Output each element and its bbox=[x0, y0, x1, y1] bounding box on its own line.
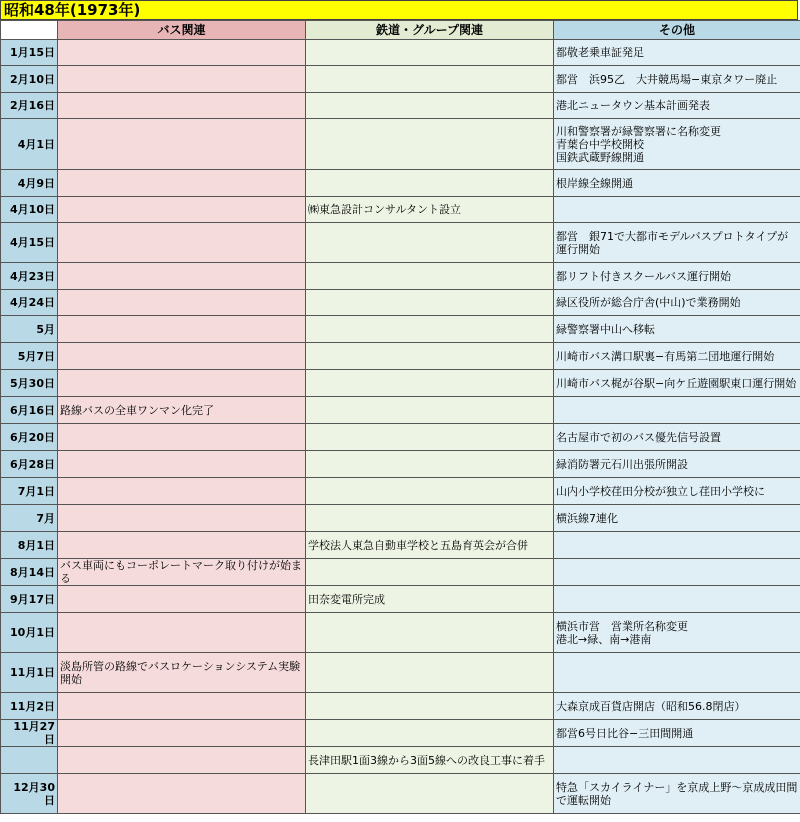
rail-cell bbox=[306, 397, 554, 424]
other-cell bbox=[554, 170, 800, 197]
event-text: 緑警察署中山へ移転 bbox=[556, 322, 655, 336]
rail-cell bbox=[306, 424, 554, 451]
date-cell: 7月 bbox=[1, 505, 58, 532]
date-cell: 8月14日 bbox=[1, 559, 58, 586]
date-cell: 6月16日 bbox=[1, 397, 58, 424]
date-cell: 11月27日 bbox=[1, 720, 58, 747]
table-row bbox=[1, 532, 800, 559]
rail-cell bbox=[306, 66, 554, 93]
other-cell bbox=[554, 505, 800, 532]
table-row bbox=[1, 424, 800, 451]
rail-cell bbox=[306, 40, 554, 66]
event-text: 田奈変電所完成 bbox=[308, 592, 385, 606]
other-cell bbox=[554, 370, 800, 397]
date-cell: 6月28日 bbox=[1, 451, 58, 478]
event-text: ㈱東急設計コンサルタント設立 bbox=[308, 203, 462, 216]
table-row bbox=[1, 290, 800, 316]
event-text: 淡島所管の路線でバスロケーションシステム実験開始 bbox=[60, 659, 301, 686]
event-text: 学校法人東急自動車学校と五島育英会が合併 bbox=[308, 538, 528, 552]
date-cell: 4月24日 bbox=[1, 290, 58, 316]
date-cell: 4月10日 bbox=[1, 197, 58, 223]
table-row bbox=[1, 223, 800, 263]
header-row bbox=[1, 21, 800, 40]
date-cell: 4月1日 bbox=[1, 119, 58, 170]
other-cell bbox=[554, 559, 800, 586]
rail-cell bbox=[306, 223, 554, 263]
bus-cell bbox=[58, 93, 306, 119]
other-cell bbox=[554, 613, 800, 653]
event-text: 横浜線7連化 bbox=[556, 511, 618, 525]
event-text: 緑区役所が総合庁舎(中山)で業務開始 bbox=[556, 296, 741, 309]
rail-cell bbox=[306, 505, 554, 532]
bus-cell bbox=[58, 397, 306, 424]
rail-cell bbox=[306, 693, 554, 720]
table-row bbox=[1, 774, 800, 814]
bus-cell bbox=[58, 505, 306, 532]
other-cell bbox=[554, 693, 800, 720]
event-text: 名古屋市で初のバス優先信号設置 bbox=[556, 430, 721, 444]
date-cell: 4月15日 bbox=[1, 223, 58, 263]
table-row bbox=[1, 559, 800, 586]
bus-cell bbox=[58, 424, 306, 451]
date-cell: 11月1日 bbox=[1, 653, 58, 693]
bus-cell bbox=[58, 451, 306, 478]
bus-cell bbox=[58, 774, 306, 814]
bus-cell bbox=[58, 66, 306, 93]
rail-cell bbox=[306, 653, 554, 693]
table-row bbox=[1, 478, 800, 505]
rail-cell bbox=[306, 370, 554, 397]
bus-cell bbox=[58, 263, 306, 290]
bus-cell bbox=[58, 223, 306, 263]
other-cell bbox=[554, 223, 800, 263]
bus-cell bbox=[58, 197, 306, 223]
date-cell: 10月1日 bbox=[1, 613, 58, 653]
table-row bbox=[1, 586, 800, 613]
bus-cell bbox=[58, 613, 306, 653]
rail-cell bbox=[306, 93, 554, 119]
event-text: 緑消防署元石川出張所開設 bbox=[556, 457, 688, 471]
event-text: 川崎市バス梶が谷駅−向ケ丘遊園駅東口運行開始 bbox=[556, 376, 797, 390]
table-row bbox=[1, 197, 800, 223]
rail-cell bbox=[306, 613, 554, 653]
event-text: 青葉台中学校開校 bbox=[556, 137, 644, 151]
rail-cell bbox=[306, 343, 554, 370]
table-row bbox=[1, 370, 800, 397]
event-text: 都営6号日比谷−三田間開通 bbox=[556, 726, 694, 740]
other-cell bbox=[554, 397, 800, 424]
date-cell: 4月23日 bbox=[1, 263, 58, 290]
table-row bbox=[1, 505, 800, 532]
table-row bbox=[1, 66, 800, 93]
event-text: 根岸線全線開通 bbox=[556, 176, 633, 190]
bus-cell bbox=[58, 559, 306, 586]
date-cell: 6月20日 bbox=[1, 424, 58, 451]
table-row bbox=[1, 720, 800, 747]
event-text: 国鉄武蔵野線開通 bbox=[556, 150, 644, 164]
rail-cell bbox=[306, 720, 554, 747]
other-cell bbox=[554, 290, 800, 316]
bus-cell bbox=[58, 747, 306, 774]
rail-cell bbox=[306, 478, 554, 505]
other-cell bbox=[554, 774, 800, 814]
rail-cell bbox=[306, 532, 554, 559]
bus-cell bbox=[58, 170, 306, 197]
bus-header: バス関連 bbox=[58, 21, 306, 40]
rail-cell bbox=[306, 559, 554, 586]
table-row bbox=[1, 40, 800, 66]
table-row bbox=[1, 397, 800, 424]
date-cell: 2月16日 bbox=[1, 93, 58, 119]
date-header bbox=[1, 21, 58, 40]
table-row bbox=[1, 747, 800, 774]
table-row bbox=[1, 263, 800, 290]
table-row bbox=[1, 693, 800, 720]
event-text: 都営 銀71で大都市モデルバスプロトタイプが運行開始 bbox=[556, 229, 789, 256]
rail-cell bbox=[306, 197, 554, 223]
page-title: 昭和48年(1973年) bbox=[0, 0, 798, 20]
bus-cell bbox=[58, 586, 306, 613]
event-text: 特急「スカイライナー」を京成上野～京成成田間で運転開始 bbox=[556, 780, 798, 807]
other-cell bbox=[554, 316, 800, 343]
other-cell bbox=[554, 263, 800, 290]
table-row bbox=[1, 316, 800, 343]
event-text: 横浜市営 営業所名称変更 bbox=[556, 619, 688, 633]
rail-cell bbox=[306, 290, 554, 316]
timeline-table bbox=[0, 20, 800, 814]
other-cell bbox=[554, 451, 800, 478]
table-row bbox=[1, 613, 800, 653]
bus-cell bbox=[58, 532, 306, 559]
bus-cell bbox=[58, 720, 306, 747]
event-text: 川和警察署が緑警察署に名称変更 bbox=[556, 124, 721, 138]
other-cell bbox=[554, 197, 800, 223]
date-cell bbox=[1, 747, 58, 774]
date-cell: 2月10日 bbox=[1, 66, 58, 93]
timeline-body bbox=[1, 40, 800, 814]
bus-cell bbox=[58, 370, 306, 397]
event-text: 都敬老乗車証発足 bbox=[556, 46, 644, 59]
rail-cell bbox=[306, 170, 554, 197]
event-text: 山内小学校荏田分校が独立し荏田小学校に bbox=[556, 484, 765, 498]
other-cell bbox=[554, 478, 800, 505]
other-header: その他 bbox=[554, 21, 800, 40]
event-text: 港北→緑、南→港南 bbox=[556, 632, 652, 646]
event-text: 港北ニュータウン基本計画発表 bbox=[556, 99, 710, 112]
date-cell: 5月7日 bbox=[1, 343, 58, 370]
event-text: 長津田駅1面3線から3面5線への改良工事に着手 bbox=[308, 753, 545, 767]
rail-cell bbox=[306, 263, 554, 290]
event-text: 都リフト付きスクールバス運行開始 bbox=[556, 269, 732, 283]
other-cell bbox=[554, 586, 800, 613]
rail-cell bbox=[306, 451, 554, 478]
event-text: 川崎市バス溝口駅裏−有馬第二団地運行開始 bbox=[556, 349, 775, 363]
rail-cell bbox=[306, 316, 554, 343]
other-cell bbox=[554, 119, 800, 170]
rail-cell bbox=[306, 774, 554, 814]
bus-cell bbox=[58, 119, 306, 170]
table-row bbox=[1, 119, 800, 170]
other-cell bbox=[554, 747, 800, 774]
event-text: バス車両にもコーポレートマーク取り付けが始まる bbox=[60, 559, 302, 585]
other-cell bbox=[554, 424, 800, 451]
bus-cell bbox=[58, 40, 306, 66]
date-cell: 1月15日 bbox=[1, 40, 58, 66]
other-cell bbox=[554, 343, 800, 370]
table-row bbox=[1, 170, 800, 197]
date-cell: 12月30日 bbox=[1, 774, 58, 814]
table-row bbox=[1, 343, 800, 370]
rail-cell bbox=[306, 747, 554, 774]
table-row bbox=[1, 451, 800, 478]
date-cell: 5月 bbox=[1, 316, 58, 343]
bus-cell bbox=[58, 290, 306, 316]
bus-cell bbox=[58, 343, 306, 370]
date-cell: 4月9日 bbox=[1, 170, 58, 197]
table-row bbox=[1, 653, 800, 693]
date-cell: 8月1日 bbox=[1, 532, 58, 559]
other-cell bbox=[554, 66, 800, 93]
bus-cell bbox=[58, 653, 306, 693]
rail-header: 鉄道・グループ関連 bbox=[306, 21, 554, 40]
bus-cell bbox=[58, 478, 306, 505]
table-row bbox=[1, 93, 800, 119]
date-cell: 5月30日 bbox=[1, 370, 58, 397]
other-cell bbox=[554, 532, 800, 559]
date-cell: 9月17日 bbox=[1, 586, 58, 613]
rail-cell bbox=[306, 119, 554, 170]
rail-cell bbox=[306, 586, 554, 613]
event-text: 都営 浜95乙 大井競馬場−東京タワー廃止 bbox=[556, 72, 778, 86]
bus-cell bbox=[58, 693, 306, 720]
other-cell bbox=[554, 93, 800, 119]
other-cell bbox=[554, 40, 800, 66]
bus-cell bbox=[58, 316, 306, 343]
other-cell bbox=[554, 653, 800, 693]
other-cell bbox=[554, 720, 800, 747]
event-text: 大森京成百貨店開店（昭和56.8閉店） bbox=[556, 699, 746, 713]
event-text: 路線バスの全車ワンマン化完了 bbox=[60, 403, 214, 417]
date-cell: 7月1日 bbox=[1, 478, 58, 505]
date-cell: 11月2日 bbox=[1, 693, 58, 720]
